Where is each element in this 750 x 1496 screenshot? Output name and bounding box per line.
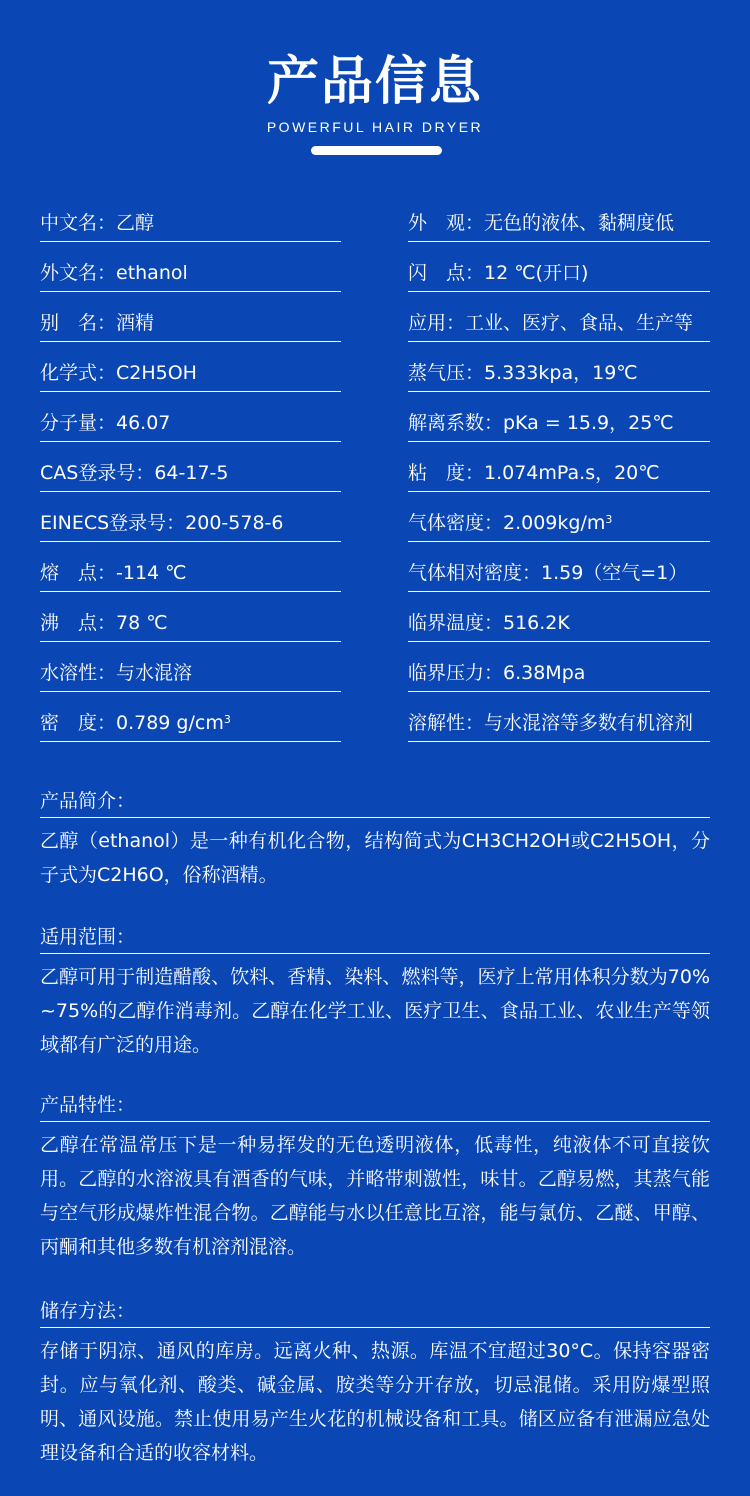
- spec-gas-density-exponent: 3: [605, 513, 613, 526]
- spec-dissociation-constant: 解离系数：pKa = 15.9，25℃: [408, 412, 674, 434]
- spec-flash-point: 闪 点：12 ℃(开口): [408, 262, 589, 284]
- spec-row: [40, 342, 341, 392]
- section-storage: [40, 1298, 710, 1470]
- spec-row: [408, 492, 710, 542]
- spec-row: [40, 292, 341, 342]
- section-body: 存储于阴凉、通风的库房。远离火种、热源。库温不宜超过30°C。保持容器密封。应与氧化剂、酸类、碱金属、胺类等分开存放，切忌混储。采用防爆型照明、通风设施。禁止使用易产生火花的机械设备和工具。储区应备有泄漏应急处理设备和合适的收容材料。: [40, 1340, 710, 1464]
- spec-appearance: 外 观：无色的液体、黏稠度低: [408, 212, 675, 234]
- spec-row: [408, 192, 710, 242]
- spec-row: [40, 492, 341, 542]
- page-title: 产品信息: [266, 52, 483, 112]
- section-body: 乙醇（ethanol）是一种有机化合物，结构简式为CH3CH2OH或C2H5OH，分子式为C2H6O，俗称酒精。: [40, 830, 710, 886]
- spec-molecular-weight: 分子量：46.07: [40, 412, 171, 434]
- spec-row: [40, 192, 341, 242]
- spec-row: [40, 392, 341, 442]
- spec-boiling-point: 沸 点：78 ℃: [40, 612, 168, 634]
- spec-row: [40, 242, 341, 292]
- section-heading: 产品特性：: [40, 1092, 710, 1122]
- spec-solubility: 溶解性：与水混溶等多数有机溶剂: [408, 712, 694, 734]
- section-applications: [40, 924, 710, 1062]
- spec-density: [40, 710, 231, 736]
- spec-row: [408, 292, 710, 342]
- title-underline-bar: [311, 146, 442, 155]
- spec-critical-temperature: 临界温度：516.2K: [408, 612, 570, 634]
- spec-einecs-number: EINECS登录号：200-578-6: [40, 512, 284, 534]
- spec-row: [408, 542, 710, 592]
- spec-application: 应用：工业、医疗、食品、生产等: [408, 312, 694, 334]
- section-heading: 适用范围：: [40, 924, 710, 954]
- spec-formula: 化学式：C2H5OH: [40, 362, 197, 384]
- section-heading: 产品简介：: [40, 788, 710, 818]
- page-subtitle: POWERFUL HAIR DRYER: [266, 119, 484, 135]
- spec-alias: 别 名：酒精: [40, 312, 155, 334]
- section-body: 乙醇在常温常压下是一种易挥发的无色透明液体，低毒性，纯液体不可直接饮用。乙醇的水溶液具有酒香的气味，并略带刺激性，味甘。乙醇易燃，其蒸气能与空气形成爆炸性混合物。乙醇能与水以任意比互溶，能与氯仿、乙醚、甲醇、丙酮和其他多数有机溶剂混溶。: [40, 1134, 710, 1258]
- spec-row: [40, 442, 341, 492]
- section-body: 乙醇可用于制造醋酸、饮料、香精、染料、燃料等，医疗上常用体积分数为70%~75%的乙醇作消毒剂。乙醇在化学工业、医疗卫生、食品工业、农业生产等领域都有广泛的用途。: [40, 966, 710, 1056]
- spec-row: [408, 692, 710, 742]
- spec-melting-point: 熔 点：-114 ℃: [40, 562, 187, 584]
- spec-row: [40, 592, 341, 642]
- spec-row: [408, 642, 710, 692]
- spec-density-exponent: 3: [223, 713, 231, 726]
- spec-critical-pressure: 临界压力：6.38Mpa: [408, 662, 586, 684]
- spec-chinese-name: 中文名：乙醇: [40, 212, 155, 234]
- spec-list-right: [408, 192, 710, 742]
- spec-row: [408, 342, 710, 392]
- section-product-intro: [40, 788, 710, 892]
- spec-relative-gas-density: 气体相对密度：1.59（空气=1）: [408, 562, 688, 584]
- spec-row: [408, 242, 710, 292]
- page-header: [0, 0, 750, 160]
- spec-row: [408, 592, 710, 642]
- spec-viscosity: 粘 度：1.074mPa.s，20℃: [408, 462, 660, 484]
- spec-density-text: 密 度：0.789 g/cm: [40, 712, 224, 734]
- spec-row: [408, 442, 710, 492]
- spec-row: [40, 642, 341, 692]
- spec-row: [40, 692, 341, 742]
- spec-list-left: [40, 192, 341, 742]
- spec-vapor-pressure: 蒸气压：5.333kpa，19℃: [408, 362, 638, 384]
- spec-row: [408, 392, 710, 442]
- spec-gas-density: [408, 510, 612, 536]
- section-heading: 储存方法：: [40, 1298, 710, 1328]
- spec-water-solubility: 水溶性：与水混溶: [40, 662, 193, 684]
- spec-foreign-name: 外文名：ethanol: [40, 262, 188, 284]
- section-product-properties: [40, 1092, 710, 1264]
- spec-cas-number: CAS登录号：64-17-5: [40, 462, 229, 484]
- spec-gas-density-text: 气体密度：2.009kg/m: [408, 512, 606, 534]
- spec-row: [40, 542, 341, 592]
